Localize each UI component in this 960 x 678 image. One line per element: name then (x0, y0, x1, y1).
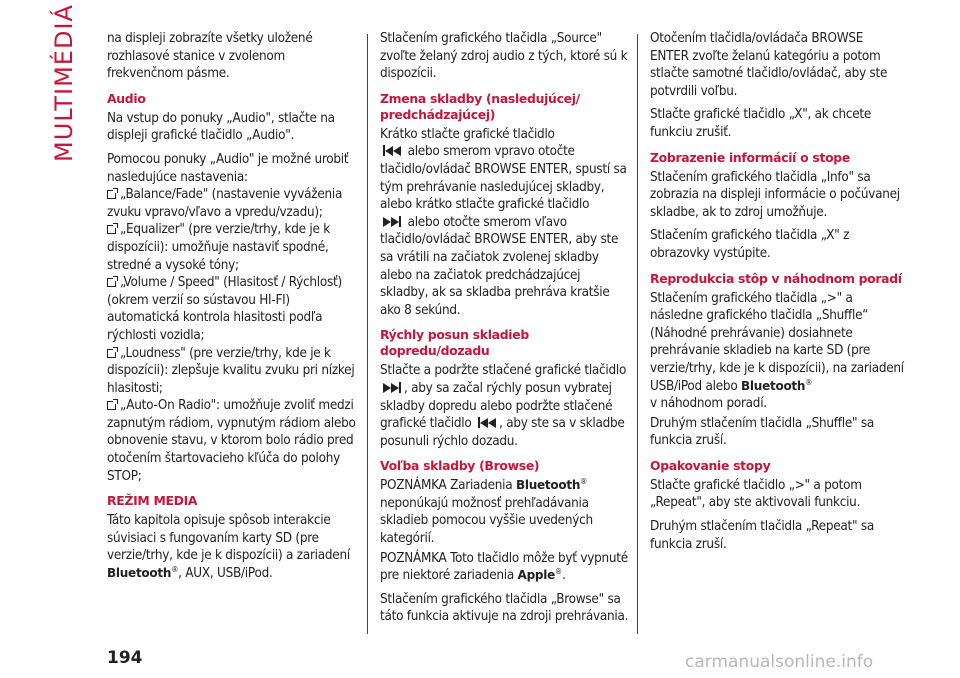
checkbox-bullet-icon (107, 401, 116, 410)
column-divider (637, 34, 638, 634)
paragraph: Stlačením grafického tlačidla „X" z obrazovky vystúpite. (650, 228, 850, 261)
paragraph: Druhým stlačením tlačidla „Shuffle" sa funkcia zruší. (650, 415, 875, 449)
column-2 (380, 30, 630, 632)
paragraph: Stlačením grafického tlačidla „Browse" sa táto funkcia aktivuje na zdroji prehrávania. (380, 591, 629, 625)
list-item-text: „Equalizer" (pre verzie/trhy, kde je k dispozícii): umožňuje nastaviť spodné, stredné a vysoké tóny; (107, 222, 330, 273)
heading-browse: Voľba skladby (Browse) (380, 458, 540, 474)
column-3 (650, 30, 905, 559)
column-divider (367, 34, 368, 634)
heading-track-info: Zobrazenie informácií o stope (650, 149, 850, 165)
heading-audio: Audio (107, 90, 146, 106)
heading-fast-forward: Rýchly posun skladieb dopredu/dozadu (380, 327, 529, 359)
list-item (107, 186, 362, 221)
paragraph: Stlačením grafického tlačidla „Info" sa zobrazia na displeji informácie o počúvanej skladbe, ak to zdroj umožňuje. (650, 169, 900, 220)
column-1 (107, 30, 362, 589)
brand-bluetooth: Bluetooth (741, 378, 806, 393)
next-track-icon (383, 216, 401, 227)
next-track-icon (383, 382, 401, 393)
list-item (107, 397, 362, 485)
paragraph: POZNÁMKA Zariadenia Bluetooth® neponúkajú možnosť prehľadávania skladieb pomocou vyššie uvedených kategórií. (380, 477, 593, 547)
paragraph: Druhým stlačením tlačidla „Repeat" sa funkcia zruší. (650, 519, 875, 552)
heading-repeat: Opakovanie stopy (650, 457, 771, 473)
checkbox-bullet-icon (107, 349, 116, 358)
paragraph: POZNÁMKA Toto tlačidlo môže byť vypnuté pre niektoré zariadenia Apple®. (380, 550, 628, 584)
paragraph: Pomocou ponuky „Audio" je možné urobiť nasledujúce nastavenia: (107, 151, 349, 185)
brand-apple: Apple (517, 568, 556, 583)
list-item-text: „Loudness" (pre verzie/trhy, kde je k dispozícii): zlepšuje kvalitu zvuku pri nízkej hlasitosti; (107, 345, 355, 396)
list-item-text: „Balance/Fade" (nastavenie vyváženia zvuku vpravo/vľavo a vpredu/vzadu); (107, 187, 343, 220)
paragraph: Stlačte grafické tlačidlo „>" a potom „Repeat", aby ste aktivovali funkciu. (650, 477, 862, 511)
checkbox-bullet-icon (107, 225, 116, 234)
list-item (107, 221, 362, 274)
checkbox-bullet-icon (107, 278, 116, 287)
heading-shuffle: Reprodukcia stôp v náhodnom poradí (650, 270, 902, 286)
paragraph: Krátko stlačte grafické tlačidlo alebo smerom vpravo otočte tlačidlo/ovládač BROWSE ENTER, spustí sa tým prehrávanie nasledujúcej skladby, alebo krátko stlačte grafické tlačidlo alebo otočte smerom vľavo tlačidlo/ovládač BROWSE ENTER, aby ste sa vrátili na začiatok zvolenej skladby alebo na začiatok predchádzajúcej skladby, ak sa skladba prehráva kratšie ako 8 sekúnd. (380, 126, 627, 318)
previous-track-icon (383, 145, 401, 156)
brand-bluetooth: Bluetooth (515, 478, 581, 493)
brand-bluetooth: Bluetooth (107, 566, 172, 581)
paragraph: Táto kapitola opisuje spôsob interakcie súvisiaci s fungovaním karty SD (pre verzie/trhy, kde je k dispozícii) a zariadení Bluetooth®, AUX, USB/iPod. (107, 513, 350, 582)
page-number: 194 (107, 648, 143, 668)
list-item (107, 274, 362, 344)
watermark: carmanualsonline.info (685, 652, 874, 672)
previous-track-icon (478, 417, 496, 428)
paragraph: Otočením tlačidla/ovládača BROWSE ENTER zvoľte želanú kategóriu a potom stlačte samotné tlačidlo/ovládač, aby ste potvrdili voľbu. (650, 31, 888, 99)
paragraph: na displeji zobrazíte všetky uložené rozhlasové stanice v zvolenom frekvenčnom pásme. (107, 31, 313, 82)
section-side-label: MULTIMÉDIÁ (50, 4, 78, 162)
paragraph: Stlačením grafického tlačidla „Source" zvoľte želaný zdroj audio z tých, ktoré sú k dispozícii. (380, 31, 628, 82)
paragraph: Stlačením grafického tlačidla „>" a následne grafického tlačidla „Shuffle“ (Náhodné prehrávanie) dosiahnete prehrávanie skladieb na karte SD (pre verzie/trhy, kde je k dispozícii), na zariadení USB/iPod alebo Bluetooth® v náhodnom poradí. (650, 290, 904, 412)
paragraph: Stlačte a podržte stlačené grafické tlačidlo , aby sa začal rýchly posun vybratej skladby dopredu alebo podržte stlačené grafické tlačidlo , aby ste sa v skladbe posunuli rýchlo dozadu. (380, 363, 627, 449)
heading-track-change: Zmena skladby (nasledujúcej/ predchádzajúcej) (380, 90, 580, 122)
list-item (107, 345, 362, 398)
list-item-text: „Volume / Speed" (Hlasitosť / Rýchlosť) (okrem verzií so sústavou HI-FI) automatická kontrola hlasitosti podľa rýchlosti vozidla; (107, 275, 342, 343)
list-item-text: „Auto-On Radio": umožňuje zvoliť medzi zapnutým rádiom, vypnutým rádiom alebo obnovenie stavu, v ktorom bolo rádio pred otočením štartovacieho kľúča do polohy STOP; (107, 398, 356, 484)
paragraph: Na vstup do ponuky „Audio", stlačte na displeji grafické tlačidlo „Audio". (107, 110, 335, 144)
checkbox-bullet-icon (107, 190, 116, 199)
heading-media-mode: REŽIM MEDIA (107, 493, 198, 509)
paragraph: Stlačte grafické tlačidlo „X", ak chcete funkciu zrušiť. (650, 107, 872, 140)
